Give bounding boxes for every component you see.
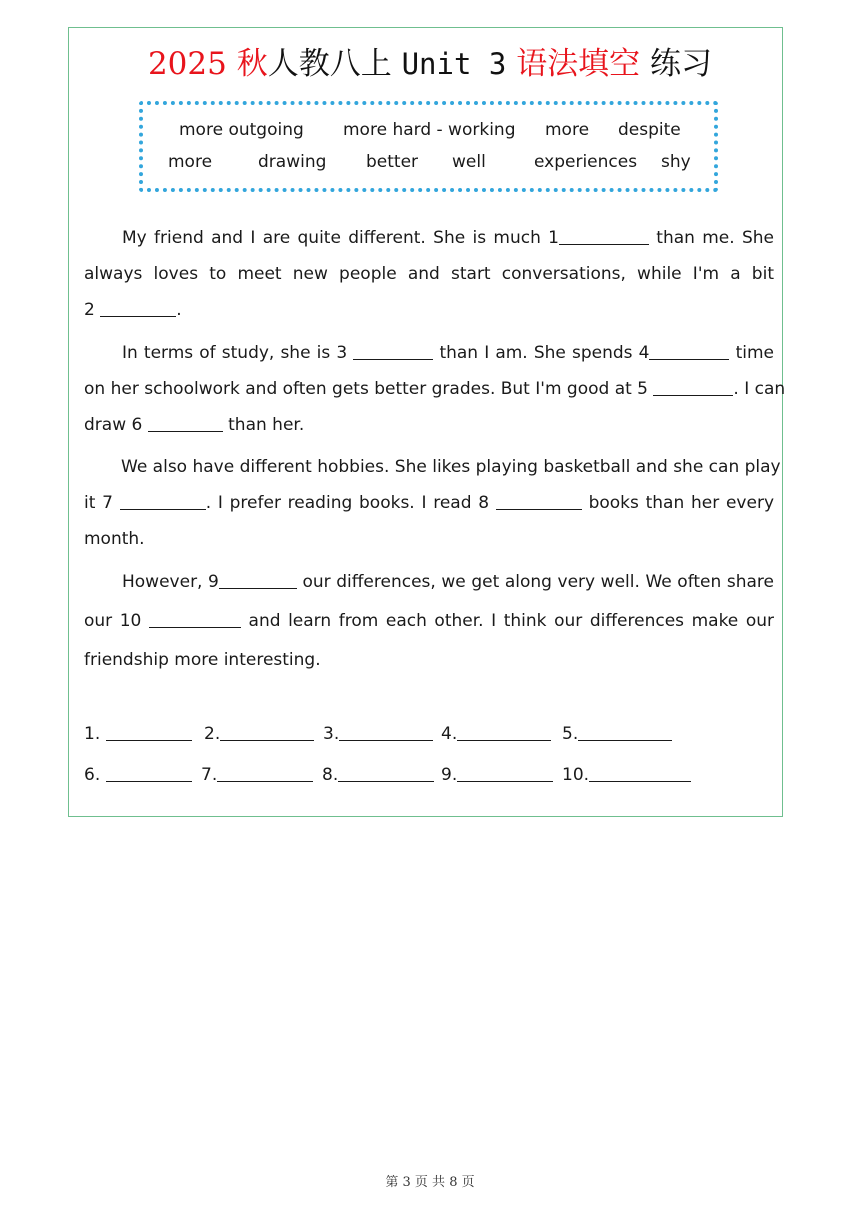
paragraph-3 [84, 449, 781, 557]
word-bank-item: more hard - working [343, 120, 516, 140]
answer-9: 9. [441, 761, 553, 786]
answer-8: 8. [322, 761, 434, 786]
paragraph-line: My friend and I are quite different. She is much 1 than me. She [84, 220, 774, 256]
blank-3 [353, 339, 433, 360]
title-year: 2025 [147, 46, 227, 82]
word-bank-item: shy [661, 152, 691, 172]
paragraph-line: 2 . [84, 292, 774, 328]
page-title [0, 42, 860, 86]
answer-4: 4. [441, 720, 551, 745]
paragraph-line: always loves to meet new people and start conversations, while I'm a bit [84, 264, 774, 284]
answer-6: 6. [84, 761, 192, 786]
answer-7: 7. [201, 761, 313, 786]
paragraph-line: draw 6 than her. [84, 407, 774, 443]
title-practice: 练习 [650, 46, 713, 82]
answer-5: 5. [562, 720, 672, 745]
paragraph-4 [84, 563, 774, 680]
blank-6 [148, 411, 223, 432]
blank-2 [100, 296, 176, 317]
blank-7 [120, 489, 206, 510]
word-bank-item: experiences [534, 152, 638, 172]
paragraph-line: month. [84, 529, 145, 549]
word-bank-item: more [168, 152, 213, 172]
answer-3: 3. [323, 720, 433, 745]
answer-2: 2. [204, 720, 314, 745]
footer-page-number: 3 [402, 1175, 411, 1190]
paragraph-line: However, 9 our differences, we get along very well. We often share [84, 563, 774, 602]
word-bank-item: well [452, 152, 486, 172]
answer-10: 10. [562, 761, 691, 786]
page-footer: 第 3 页 共 8 页 [385, 1175, 475, 1190]
word-bank-item: more outgoing [179, 120, 304, 140]
paragraph-line: We also have different hobbies. She likes playing basketball and she can play [121, 457, 781, 477]
title-unit: Unit 3 [401, 47, 507, 81]
paragraph-line: In terms of study, she is 3 than I am. She spends 4 time [84, 335, 774, 371]
blank-8 [496, 489, 582, 510]
word-bank-item: despite [618, 120, 681, 140]
word-bank-item: drawing [258, 152, 327, 172]
title-topic: 语法填空 [516, 46, 641, 82]
blank-5 [653, 375, 733, 396]
paragraph-2 [84, 335, 786, 443]
title-season: 秋 [236, 46, 268, 82]
answer-1: 1. [84, 720, 192, 745]
blank-4 [649, 339, 729, 360]
title-book: 人教八上 [267, 46, 392, 82]
word-bank-box [139, 101, 718, 192]
word-bank-item: more [545, 120, 590, 140]
blank-1 [559, 224, 649, 245]
blank-9 [219, 568, 297, 589]
paragraph-line: on her schoolwork and often gets better grades. But I'm good at 5 . I can [84, 371, 774, 407]
blank-10 [149, 607, 241, 628]
paragraph-line: friendship more interesting. [84, 650, 321, 670]
paragraph-line: it 7 . I prefer reading books. I read 8 books than her every [84, 485, 774, 521]
paragraph-1 [84, 220, 774, 328]
word-bank-item: better [366, 152, 419, 172]
paragraph-line: our 10 and learn from each other. I think our differences make our [84, 602, 774, 641]
footer-total-pages: 8 [449, 1175, 458, 1190]
